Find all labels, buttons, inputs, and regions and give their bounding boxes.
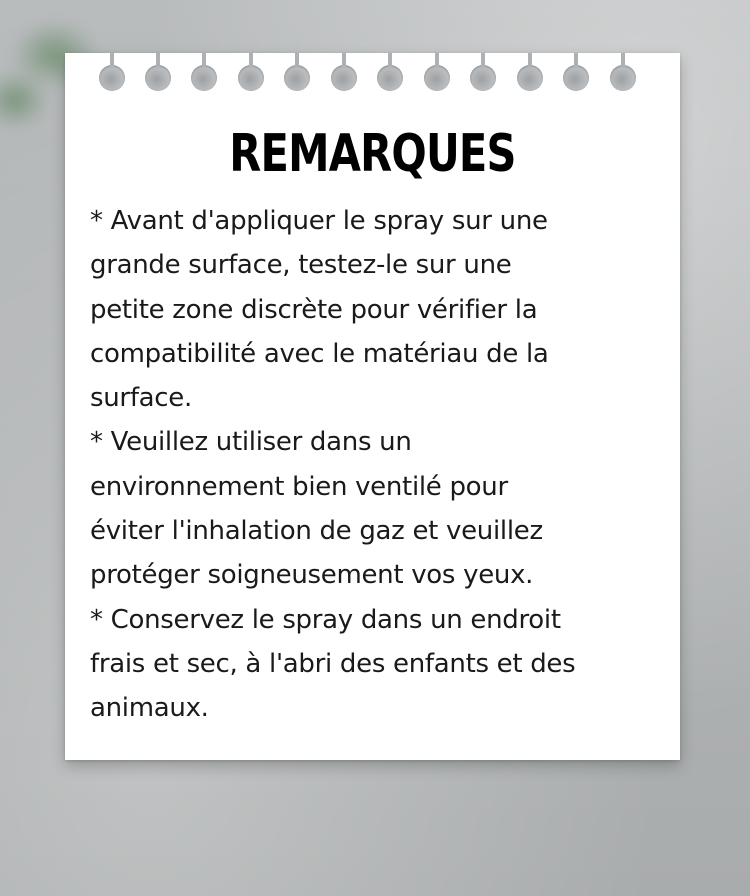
remark-line: * Veuillez utiliser dans un bbox=[90, 427, 412, 458]
remark-line: animaux. bbox=[90, 693, 209, 724]
binding-hole bbox=[238, 65, 264, 91]
remark-line: grande surface, testez-le sur une bbox=[90, 250, 512, 281]
remark-line: surface. bbox=[90, 383, 192, 414]
remark-line: petite zone discrète pour vérifier la bbox=[90, 294, 538, 325]
binding-hole bbox=[424, 65, 450, 91]
remark-line: frais et sec, à l'abri des enfants et des bbox=[90, 648, 576, 679]
binding-hole bbox=[99, 65, 125, 91]
remark-line: protéger soigneusement vos yeux. bbox=[90, 560, 534, 591]
card-title: REMARQUES bbox=[229, 124, 516, 184]
binding-hole bbox=[191, 65, 217, 91]
blurred-plant-leaf bbox=[0, 70, 50, 130]
remark-line: éviter l'inhalation de gaz et veuillez bbox=[90, 516, 543, 547]
binding-holes bbox=[65, 53, 680, 93]
remarks-text bbox=[90, 199, 670, 731]
binding-hole bbox=[377, 65, 403, 91]
binding-hole bbox=[517, 65, 543, 91]
binding-hole bbox=[563, 65, 589, 91]
remark-line: environnement bien ventilé pour bbox=[90, 471, 508, 502]
remark-line: compatibilité avec le matériau de la bbox=[90, 338, 549, 369]
binding-hole bbox=[331, 65, 357, 91]
remark-line: * Avant d'appliquer le spray sur une bbox=[90, 206, 548, 236]
binding-hole bbox=[145, 65, 171, 91]
notepad-card bbox=[65, 53, 680, 760]
remark-line: * Conservez le spray dans un endroit bbox=[90, 604, 561, 635]
binding-hole bbox=[470, 65, 496, 91]
binding-hole bbox=[610, 65, 636, 91]
binding-hole bbox=[284, 65, 310, 91]
